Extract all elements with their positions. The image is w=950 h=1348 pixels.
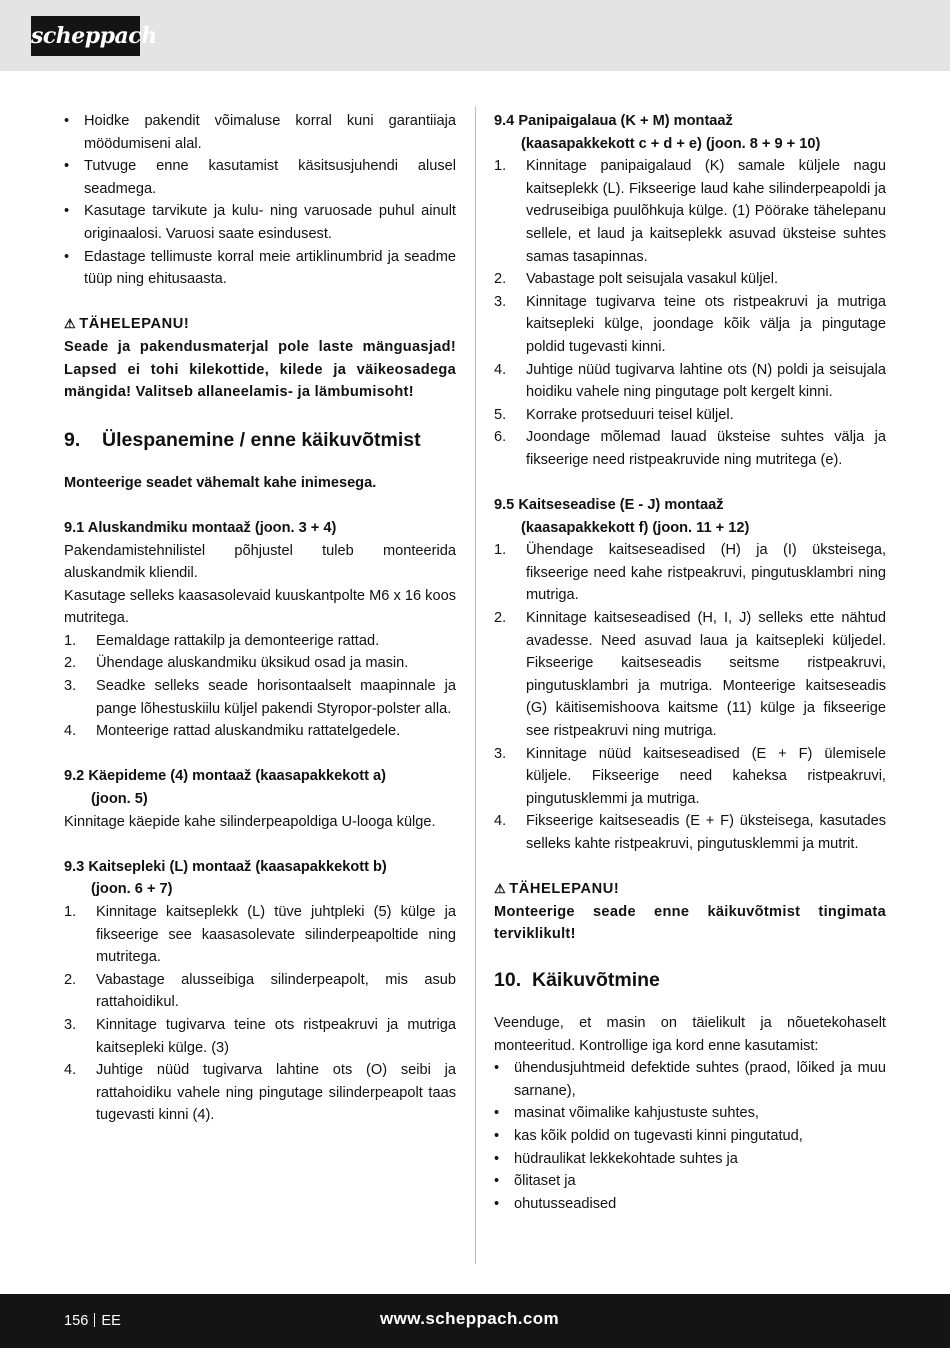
- list-item: 3. Kinnitage nüüd kaitseseadised (E + F) ülemisele küljele. Fikseerige need kaheksa ristpeakruvi, pingutusklemmi ja mutriga.: [494, 745, 886, 807]
- section-9-heading: [64, 428, 456, 452]
- warning-title: TÄHELEPANU!: [509, 881, 620, 898]
- list-item: • Kasutage tarvikute ja kulu- ning varuosade puhul ainult originaalosi. Varuosi saate esindusest.: [64, 200, 456, 245]
- steps-9-5: [494, 539, 886, 855]
- section-number: 9.: [64, 428, 81, 451]
- paragraph: Pakendamistehnilistel põhjustel tuleb monteerida aluskandmik kliendil.: [64, 542, 456, 582]
- list-item: • ühendusjuhtmeid defektide suhtes (praod, lõiked ja muu sarnane),: [494, 1057, 886, 1102]
- subsection-9-1-title: 9.1 Aluskandmiku montaaž (joon. 3 + 4): [64, 519, 337, 536]
- paragraph: Kinnitage käepide kahe silinderpeapoldiga U-looga külge.: [64, 813, 436, 830]
- list-item: 6. Joondage mõlemad lauad üksteise suhtes välja ja fikseerige need ristpeakruvide ning mutritega (e).: [494, 429, 886, 468]
- list-item: 2. Vabastage alusseibiga silinderpeapolt, mis asub rattahoidikul.: [64, 971, 456, 1011]
- section-10-heading: [494, 968, 886, 992]
- intro-bullet-list: [64, 110, 456, 291]
- list-item: • ohutusseadised: [494, 1193, 886, 1216]
- list-item: 5. Korrake protseduuri teisel küljel.: [494, 406, 734, 423]
- list-item: 4. Juhtige nüüd tugivarva lahtine ots (N) poldi ja seisujala hoidiku vahele ning pingutage polt kergelt kinni.: [494, 361, 886, 401]
- separator: [94, 1313, 95, 1327]
- list-item: 4. Fikseerige kaitseseadis (E + F) üksteisega, kasutades selleks kahte ristpeakruvi, pingutusklemmi ja mutrit.: [494, 813, 886, 852]
- list-item: • Tutvuge enne kasutamist käsitsusjuhendi alusel seadmega.: [64, 155, 456, 200]
- subsection-9-5-title: 9.5 Kaitseseadise (E - J) montaaž (kaasapakkekott f) (joon. 11 + 12): [494, 497, 750, 536]
- list-item: 1. Eemaldage rattakilp ja demonteerige rattad.: [64, 632, 380, 649]
- warning-text: Seade ja pakendusmaterjal pole laste mänguasjad! Lapsed ei tohi kilekottide, kilede ja väikeosadega mängida! Valitseb allaneelamis- ja lämbumisoht!: [64, 338, 456, 401]
- scheppach-logo: scheppach: [31, 16, 140, 56]
- language-code: EE: [101, 1313, 121, 1329]
- section-title: Ülespanemine / enne käikuvõtmist: [102, 428, 421, 451]
- list-item: 1. Ühendage kaitseseadised (H) ja (I) üksteisega, fikseerige need kahe ristpeakruvi, pingutusklambri ning mutriga.: [494, 542, 886, 604]
- section-number: 10.: [494, 968, 522, 991]
- list-item: 1. Kinnitage panipaigalaud (K) samale küljele nagu kaitseplekk (L). Fikseerige laud kahe silinderpeapoldi ja vedruseibiga puulõhkuja külge. (1) Pöörake tähelepanu sellele, et laud ja kaitseplekk asuvad üksteise suhtes samas tasapinnas.: [494, 158, 886, 265]
- paragraph: Kasutage selleks kaasasolevaid kuuskantpolte M6 x 16 koos mutritega.: [64, 587, 456, 627]
- section-title: Käikuvõtmine: [532, 968, 660, 991]
- list-item: 4. Monteerige rattad aluskandmiku rattatelgedele.: [64, 723, 401, 740]
- warning-heading: [64, 313, 456, 336]
- steps-9-3: [64, 901, 456, 1127]
- list-item: 3. Seadke selleks seade horisontaalselt maapinnale ja pange lõhestuskiilu küljel pakendi Styropor-polster alla.: [64, 678, 456, 717]
- list-item: • õlitaset ja: [494, 1170, 886, 1193]
- list-item: 4. Juhtige nüüd tugivarva lahtine ots (O) seibi ja rattahoidiku vahele ning pingutage silinderpeapolt taas tugevasti kinni (4).: [64, 1062, 456, 1124]
- footer-bar: [0, 1294, 950, 1348]
- warning-heading: [494, 878, 886, 901]
- list-item: • hüdraulikat lekkekohtade suhtes ja: [494, 1148, 886, 1171]
- list-item: • Edastage tellimuste korral meie artiklinumbrid ja seadme tüüp ning ehitusaasta.: [64, 246, 456, 291]
- steps-9-4: [494, 155, 886, 471]
- subsection-9-2-title: 9.2 Käepideme (4) montaaž (kaasapakkekott a) (joon. 5): [64, 768, 387, 808]
- warning-title: TÄHELEPANU!: [79, 316, 190, 333]
- column-divider: [475, 106, 476, 1264]
- page-number-value: 156: [64, 1313, 89, 1329]
- list-item: 2. Kinnitage kaitseseadised (H, I, J) selleks ette nähtud avadesse. Need asuvad laua ja kaitsepleki küljedel. Fikseerige kaitseseadis seitsme ristpeakruvi, pingutusklambri ja mutriga. Monteerige kaitseseadis (G) käitisemishoova kaitsme (11) külge ja fikseerige see ristpeakruvi ning mutriga.: [494, 610, 886, 740]
- checklist: [494, 1057, 886, 1215]
- paragraph: Veenduge, et masin on täielikult ja nõuetekohaselt monteeritud. Kontrollige iga kord enne kasutamist:: [494, 1014, 886, 1054]
- list-item: 3. Kinnitage tugivarva teine ots ristpeakruvi ja mutriga kaitsepleki külge, joondage kõik välja ja pingutage poldid tugevasti kinni.: [494, 293, 886, 355]
- list-item: • masinat võimalike kahjustuste suhtes,: [494, 1102, 886, 1125]
- subsection-9-3-title: 9.3 Kaitsepleki (L) montaaž (kaasapakkekott b) (joon. 6 + 7): [64, 858, 387, 898]
- list-item: • Hoidke pakendit võimaluse korral kuni garantiiaja möödumiseni alal.: [64, 110, 456, 155]
- list-item: 2. Vabastage polt seisujala vasakul küljel.: [494, 271, 779, 288]
- list-item: • kas kõik poldid on tugevasti kinni pingutatud,: [494, 1125, 886, 1148]
- warning-triangle-icon: ⚠: [494, 881, 507, 897]
- list-item: 1. Kinnitage kaitseplekk (L) tüve juhtpleki (5) külge ja fikseerige see kaasasolevate silinderpeapoltide ning mutritega.: [64, 904, 456, 966]
- page-number: [64, 1310, 121, 1332]
- website-link[interactable]: www.scheppach.com: [380, 1309, 560, 1328]
- intro-note: Monteerige seadet vähemalt kahe inimesega.: [64, 474, 377, 491]
- left-column: [64, 110, 456, 1127]
- header-bar: [0, 0, 950, 71]
- list-item: 2. Ühendage aluskandmiku üksikud osad ja masin.: [64, 655, 409, 672]
- right-column: [494, 110, 886, 1215]
- warning-text: Monteerige seade enne käikuvõtmist tingimata terviklikult!: [494, 903, 886, 943]
- warning-triangle-icon: ⚠: [64, 316, 77, 332]
- steps-9-1: [64, 630, 456, 743]
- subsection-9-4-title: 9.4 Panipaigalaua (K + M) montaaž (kaasapakkekott c + d + e) (joon. 8 + 9 + 10): [494, 113, 821, 152]
- list-item: 3. Kinnitage tugivarva teine ots ristpeakruvi ja mutriga kaitsepleki külge. (3): [64, 1016, 456, 1056]
